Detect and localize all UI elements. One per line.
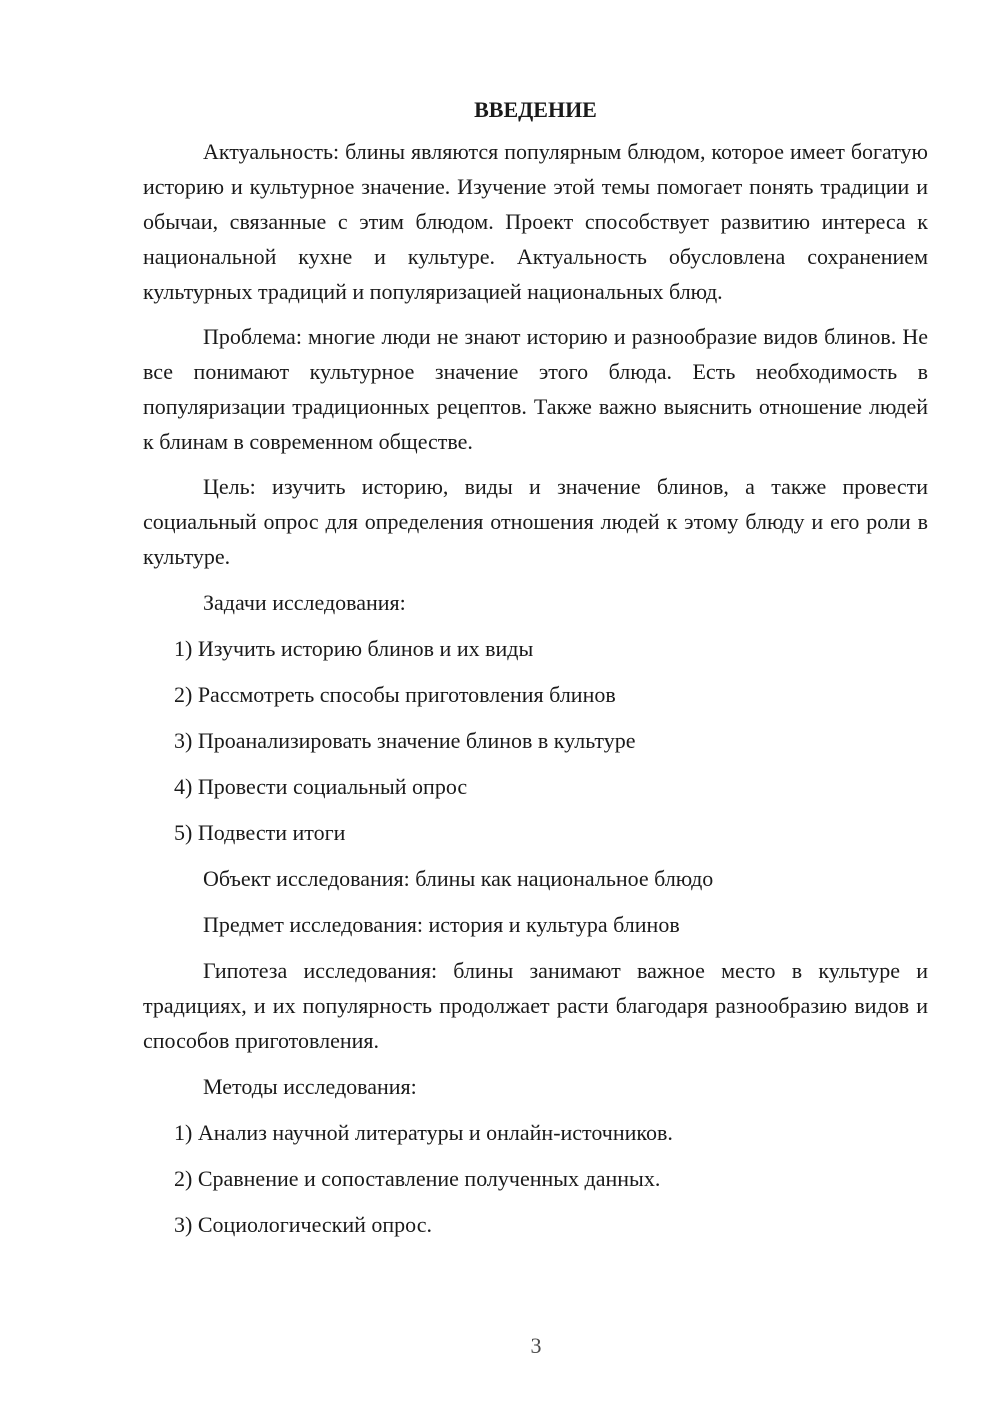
page-title: ВВЕДЕНИЕ	[474, 97, 597, 122]
tasks-heading: Задачи исследования:	[203, 590, 406, 615]
page-number: 3	[530, 1333, 542, 1358]
task-item: 2) Рассмотреть способы приготовления блинов	[174, 682, 616, 707]
hypothesis-paragraph: Гипотеза исследования: блины занимают важное место в культуре и традициях, и их популярность продолжает расти благодаря разнообразию видов и способов приготовления.	[143, 958, 928, 1053]
method-item: 2) Сравнение и сопоставление полученных данных.	[174, 1166, 661, 1191]
methods-heading: Методы исследования:	[203, 1074, 417, 1099]
method-item: 1) Анализ научной литературы и онлайн-источников.	[174, 1120, 673, 1145]
task-item: 4) Провести социальный опрос	[174, 774, 468, 799]
task-item: 3) Проанализировать значение блинов в культуре	[174, 728, 636, 753]
task-item: 5) Подвести итоги	[174, 820, 346, 845]
method-item: 3) Социологический опрос.	[174, 1212, 432, 1237]
goal-paragraph: Цель: изучить историю, виды и значение блинов, а также провести социальный опрос для определения отношения людей к этому блюду и его роли в культуре.	[143, 474, 928, 569]
subject-line: Предмет исследования: история и культура блинов	[203, 912, 680, 937]
relevance-paragraph: Актуальность: блины являются популярным блюдом, которое имеет богатую историю и культурное значение. Изучение этой темы помогает понять традиции и обычаи, связанные с этим блюдом. Проект способствует развитию интереса к национальной кухне и культуре. Актуальность обусловлена сохранением культурных традиций и популяризацией национальных блюд.	[143, 139, 928, 304]
task-item: 1) Изучить историю блинов и их виды	[174, 636, 534, 661]
document-page	[143, 94, 928, 1242]
problem-paragraph: Проблема: многие люди не знают историю и разнообразие видов блинов. Не все понимают культурное значение этого блюда. Есть необходимость в популяризации традиционных рецептов. Также важно выяснить отношение людей к блинам в современном обществе.	[143, 324, 928, 454]
object-line: Объект исследования: блины как национальное блюдо	[203, 866, 714, 891]
